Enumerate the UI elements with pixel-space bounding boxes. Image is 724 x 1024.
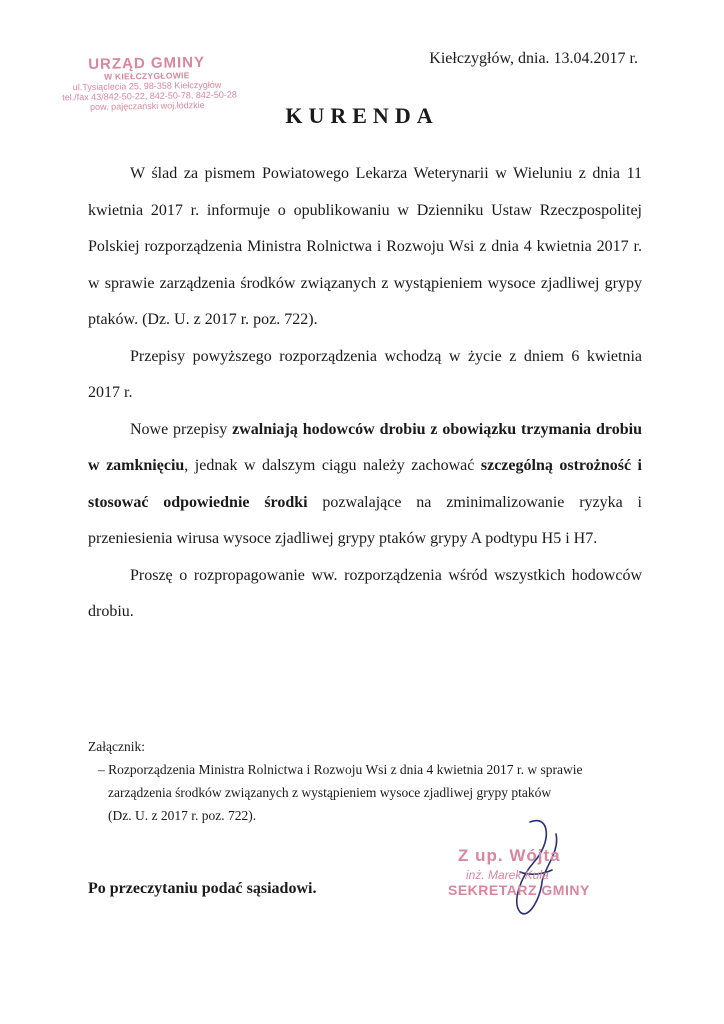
paragraph-3-text-c: pozwalające na zminimalizowanie ryzyka i przeniesienia wirusa wysoce zjadliwej grypy ptaków grypy A podtypu H5 i H7. bbox=[88, 493, 643, 547]
document-date: Kiełczygłów, dnia. 13.04.2017 r. bbox=[429, 50, 638, 67]
paragraph-4: Proszę o rozpropagowanie ww. rozporządzenia wśród wszystkich hodowców drobiu. bbox=[88, 566, 642, 620]
paragraph-3-text-b: , jednak w dalszym ciągu należy zachować bbox=[184, 457, 481, 474]
paragraph-3-bold-a: zwalniają hodowców drobiu z obowiązku trzymania drobiu w zamknięciu bbox=[88, 420, 642, 474]
paragraph-3-bold-b: szczególną ostrożność i stosować odpowiednie środki bbox=[88, 457, 642, 511]
document-body bbox=[88, 156, 642, 631]
paragraph-3 bbox=[88, 412, 642, 558]
attachment-item-line-3: (Dz. U. z 2017 r. poz. 722). bbox=[108, 808, 257, 823]
stamp-county: pow. pajęczański woj.łódzkie bbox=[90, 99, 205, 112]
signature-stamp bbox=[448, 846, 608, 898]
paragraph-1: W ślad za pismem Powiatowego Lekarza Weterynarii w Wieluniu z dnia 11 kwietnia 2017 r. informuje o opublikowaniu w Dzienniku Ustaw Rzeczpospolitej Polskiej rozporządzenia Ministra Rolnictwa i Rozwoju Wsi z dnia 4 kwietnia 2017 r. w sprawie zarządzenia środków związanych z wystąpieniem wysoce zjadliwej grypy ptaków. (Dz. U. z 2017 r. poz. 722). bbox=[88, 165, 642, 328]
attachment-label: Załącznik: bbox=[88, 739, 145, 754]
signature-stamp-name: inż. Marek Kula bbox=[466, 868, 549, 882]
footer-note: Po przeczytaniu podać sąsiadowi. bbox=[88, 880, 317, 897]
stamp-phone: tel./fax 43/842-50-22, 842-50-78, 842-50-28 bbox=[62, 89, 237, 103]
stamp-address: ul.Tysiąclecia 25, 98-358 Kiełczygłów bbox=[72, 79, 222, 93]
stamp-office-name: URZĄD GMINY bbox=[88, 53, 206, 74]
attachment-item-line-2: zarządzenia środków związanych z wystąpieniem wysoce zjadliwej grypy ptaków bbox=[108, 785, 552, 800]
paragraph-3-text-a: Nowe przepisy bbox=[130, 420, 233, 438]
attachment-item-line-1: – Rozporządzenia Ministra Rolnictwa i Rozwoju Wsi z dnia 4 kwietnia 2017 r. w sprawie bbox=[98, 762, 583, 777]
stamp-office-location: W KIEŁCZYGŁOWIE bbox=[103, 70, 190, 82]
paragraph-2: Przepisy powyższego rozporządzenia wchodzą w życie z dniem 6 kwietnia 2017 r. bbox=[88, 347, 642, 401]
signature-stamp-position: SEKRETARZ GMINY bbox=[448, 882, 590, 898]
document-title: KURENDA bbox=[285, 103, 439, 128]
signature-stamp-authority: Z up. Wójta bbox=[458, 846, 561, 865]
